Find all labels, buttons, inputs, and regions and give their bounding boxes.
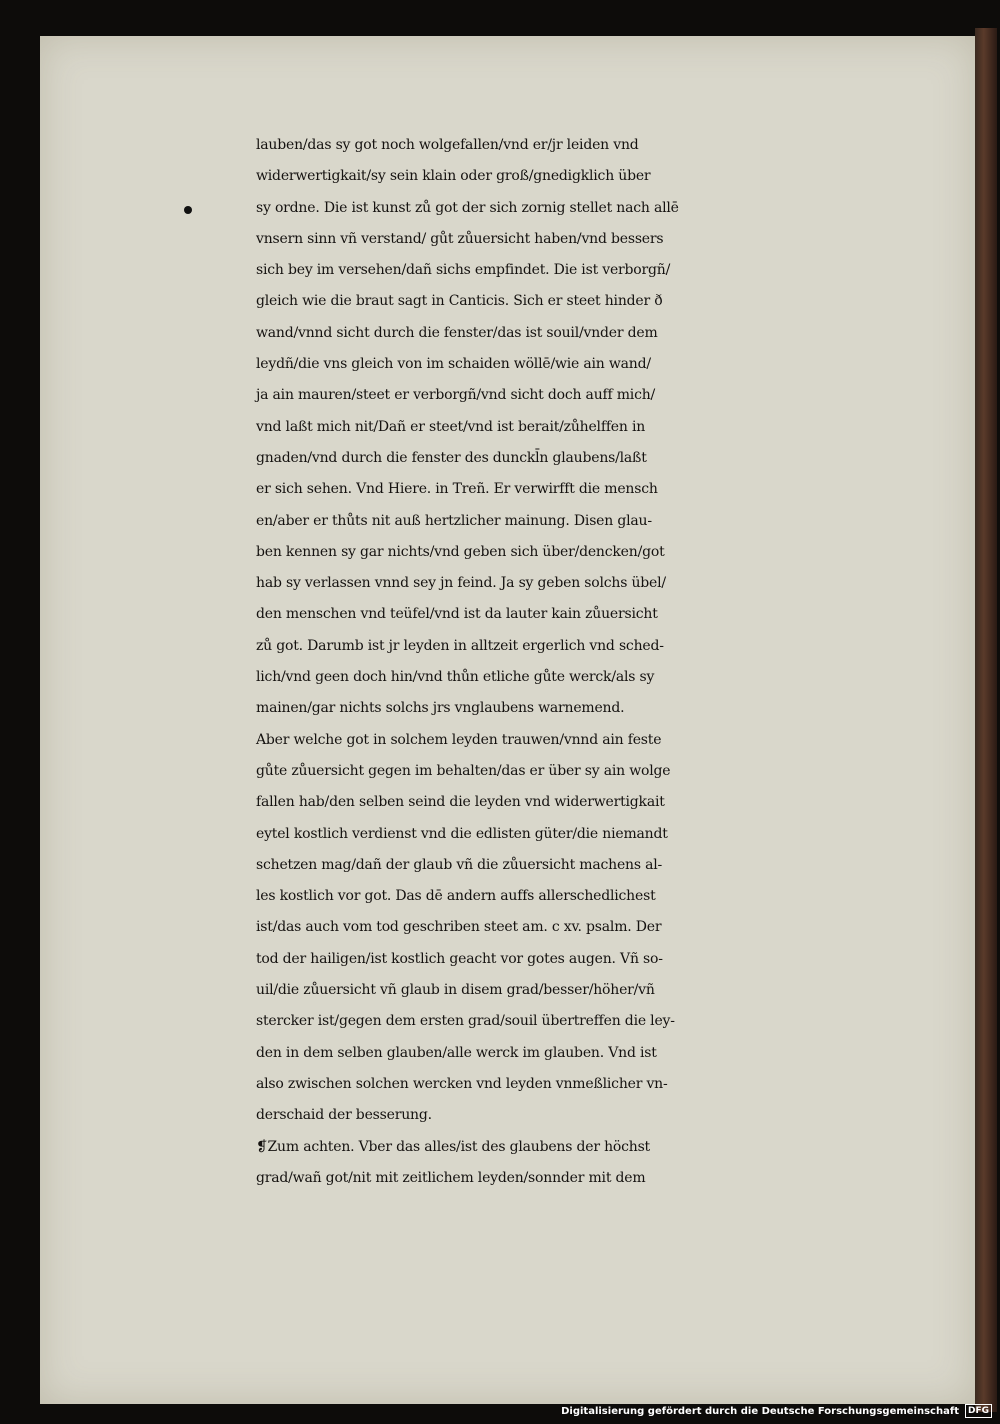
text-line: lauben/das sy got noch wolgefallen/vnd er/jr leiden vnd [256,137,639,153]
footer-credit [561,1404,992,1418]
text-line: mainen/gar nichts solchs jrs vnglaubens warnemend. [256,700,625,717]
text-line: den in dem selben glauben/alle werck im glauben. Vnd ist [256,1044,657,1061]
footer-text: Digitalisierung gefördert durch die Deutsche Forschungsgemeinschaft [561,1405,959,1417]
text-line: leydñ/die vns gleich von im schaiden wöllē/wie ain wand/ [256,356,651,373]
text-line: ben kennen sy gar nichts/vnd geben sich über/dencken/got [256,543,665,560]
text-line: tod der hailigen/ist kostlich geacht vor gotes augen. Vñ so- [256,950,663,967]
text-line: vnsern sinn vñ verstand/ gůt zůuersicht haben/vnd bessers [256,230,664,247]
text-line: ❡Zum achten. Vber das alles/ist des glaubens der höchst [256,1138,650,1155]
text-line: lich/vnd geen doch hin/vnd thůn etliche gůte werck/als sy [256,669,655,686]
text-line: sy ordne. Die ist kunst zů got der sich zornig stellet nach allē [256,199,679,216]
text-line: sich bey im versehen/dañ sichs empfindet. Die ist verborgñ/ [256,262,671,279]
text-line: ist/das auch vom tod geschriben steet am. c xv. psalm. Der [256,919,662,936]
text-line: gůte zůuersicht gegen im behalten/das er über sy ain wolge [256,762,671,779]
book-edge [975,28,997,1412]
text-line: vnd laßt mich nit/Dañ er steet/vnd ist berait/zůhelffen in [256,418,646,435]
text-line: ja ain mauren/steet er verborgñ/vnd sicht doch auff mich/ [256,387,656,404]
text-line: derschaid der besserung. [256,1107,432,1124]
text-line: fallen hab/den selben seind die leyden vnd widerwertigkait [256,794,665,811]
text-line: uil/die zůuersicht vñ glaub in disem grad/besser/höher/vñ [256,982,655,999]
text-line: Aber welche got in solchem leyden trauwen/vnnd ain feste [256,731,662,748]
text-line: en/aber er thůts nit auß hertzlicher mainung. Disen glau- [256,512,652,529]
text-line: wand/vnnd sicht durch die fenster/das ist souil/vnder dem [256,324,658,341]
text-line: gnaden/vnd durch die fenster des dunckl̄n glaubens/laßt [256,449,647,466]
dfg-logo: DFG [965,1404,992,1418]
text-line: stercker ist/gegen dem ersten grad/souil übertreffen die ley- [256,1013,675,1030]
margin-mark [184,206,192,214]
page-text [256,130,976,1194]
text-line: hab sy verlassen vnnd sey jn feind. Ja sy geben solchs übel/ [256,575,666,592]
text-line: gleich wie die braut sagt in Canticis. Sich er steet hinder ð [256,293,663,310]
text-line: grad/wañ got/nit mit zeitlichem leyden/sonnder mit dem [256,1169,646,1186]
text-line: den menschen vnd teüfel/vnd ist da lauter kain zůuersicht [256,606,658,623]
text-line: zů got. Darumb ist jr leyden in alltzeit ergerlich vnd sched- [256,637,664,654]
text-line: er sich sehen. Vnd Hiere. in Treñ. Er verwirfft die mensch [256,481,658,498]
text-line: eytel kostlich verdienst vnd die edlisten güter/die niemandt [256,825,668,842]
text-line: widerwertigkait/sy sein klain oder groß/gnedigklich über [256,168,651,185]
text-line: les kostlich vor got. Das dē andern auffs allerschedlichest [256,888,656,905]
text-line: also zwischen solchen wercken vnd leyden vnmeßlicher vn- [256,1075,668,1092]
text-line: schetzen mag/dañ der glaub vñ die zůuersicht machens al- [256,856,663,873]
